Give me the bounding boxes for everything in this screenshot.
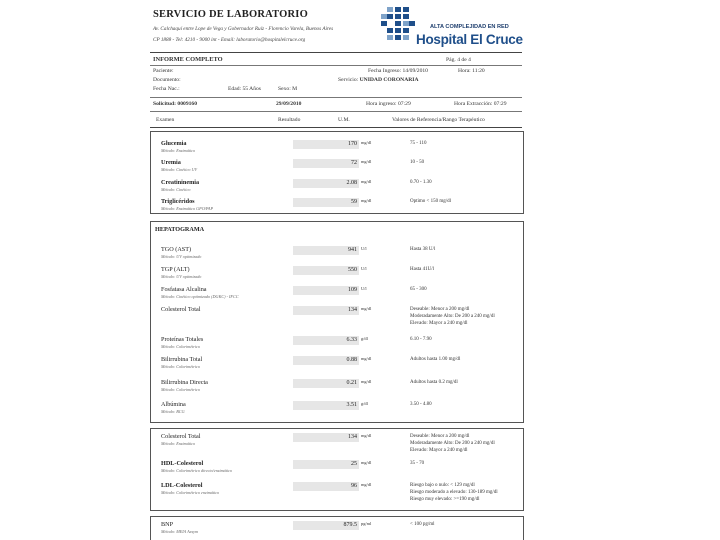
bnp-section [150, 516, 524, 540]
report-title: INFORME COMPLETO [153, 56, 223, 63]
section-title: HEPATOGRAMA [155, 226, 205, 233]
table-row: Colesterol Total Método: Enzimático 134 mg/dl Deseable: Menor a 200 mg/dl Moderadamente Alto: De 200 a 240 mg/dl Elevado: Mayor a 240 mg/dl [161, 433, 495, 453]
hepatograma-section [150, 221, 524, 423]
admission-field: Fecha Ingreso: 14/09/2010 [368, 68, 428, 74]
request-divider-top [150, 97, 522, 98]
col-exam: Examen [156, 117, 175, 123]
table-row: Fosfatasa Alcalina Método: Cinético optimizado (DGKC) - IFCC 109 U/l 65 - 300 [161, 286, 427, 299]
header-divider [150, 52, 522, 53]
table-row: HDL-Colesterol Método: Colorimétrico directo/enzimático 25 mg/dl 35 - 70 [161, 460, 425, 473]
table-row: LDL-Colesterol Método: Colorimétrico enzimático 96 mg/dl Riesgo bajo o nulo: < 129 mg/dl Riesgo moderado a elevado: 130-189 mg/dl Riesgo muy elevado: >=190 mg/dl [161, 482, 498, 502]
request-divider-bottom [150, 111, 522, 112]
col-result: Resultado [278, 117, 301, 123]
col-reference: Valores de Referencia/Rango Terapéutico [392, 117, 485, 123]
patient-label: Paciente: [153, 68, 174, 74]
table-row: Proteínas Totales Método: Colorimétrico 6.33 g/dl 6.10 - 7.90 [161, 336, 432, 349]
age-field: Edad: 55 Años [228, 86, 261, 92]
table-row: Uremia Método: Cinético UV 72 mg/dl 10 - 50 [161, 159, 425, 172]
lipid-section [150, 428, 524, 511]
table-row: TGO (AST) Método: UV optimizado 941 U/l Hasta 38 U/l [161, 246, 436, 259]
table-row: Creatininemia Método: Cinético 2.08 mg/dl 0.70 - 1.30 [161, 179, 432, 192]
table-row: BNP Método: MEIA Axsym 879.5 pg/ml < 100 pg/ml [161, 521, 435, 534]
table-row: Colesterol Total 134 mg/dl Deseable: Menor a 200 mg/dl Moderadamente Alto: De 200 a 240 mg/dl Elevado: Mayor a 240 mg/dl [161, 306, 495, 326]
birth-label: Fecha Nac.: [153, 86, 180, 92]
request-date: 29/09/2010 [276, 101, 302, 107]
hospital-logo-grid-icon [381, 5, 415, 45]
table-row: Glucemia Método: Enzimático 170 mg/dl 75 - 110 [161, 140, 427, 153]
sex-field: Sexo: M [278, 86, 298, 92]
basic-chemistry-section [150, 131, 524, 214]
table-row: Albúmina Método: BCG 3.51 g/dl 3.50 - 4.80 [161, 401, 432, 414]
table-row: Bilirrubina Total Método: Colorimétrico 0.88 mg/dl Adultos hasta 1.00 mg/dl [161, 356, 461, 369]
extraction-time: Hora Extracción: 07:29 [454, 101, 507, 107]
address-line-1: Av. Calchaquí entre Lope de Vega y Gobernador Ruíz - Florencio Varela, Buenos Aires [153, 26, 334, 32]
table-row: Bilirrubina Directa Método: Colorimétrico 0.21 mg/dl Adultos hasta 0.2 mg/dl [161, 379, 458, 392]
col-unit: U.M. [338, 117, 350, 123]
ingress-time: Hora ingreso: 07:29 [366, 101, 411, 107]
logo-hospital-name: Hospital El Cruce [416, 32, 523, 47]
info-divider [150, 65, 522, 66]
table-row: Triglicéridos Método: Enzimático GPO/PAP 59 mg/dl Optimo < 150 mg/dl [161, 198, 452, 211]
lab-report-sheet [148, 0, 530, 540]
table-row: TGP (ALT) Método: UV optimizado 550 U/l Hasta 41U/l [161, 266, 435, 279]
columns-divider [150, 127, 522, 128]
service-field: Servicio: UNIDAD CORONARIA [338, 77, 419, 83]
address-line-2: CP 1888 - Tel: 4210 - 9000 int - Email: laboratorio@hospitalelcruce.org [153, 37, 306, 43]
document-label: Documento: [153, 77, 181, 83]
request-field: Solicitud: 0009160 [153, 101, 197, 107]
logo-subtitle: ALTA COMPLEJIDAD EN RED [430, 24, 509, 30]
lab-title: SERVICIO DE LABORATORIO [153, 9, 308, 20]
admission-time-field: Hora: 11:20 [458, 68, 485, 74]
page-indicator: Pág. 4 de 4 [446, 57, 471, 63]
